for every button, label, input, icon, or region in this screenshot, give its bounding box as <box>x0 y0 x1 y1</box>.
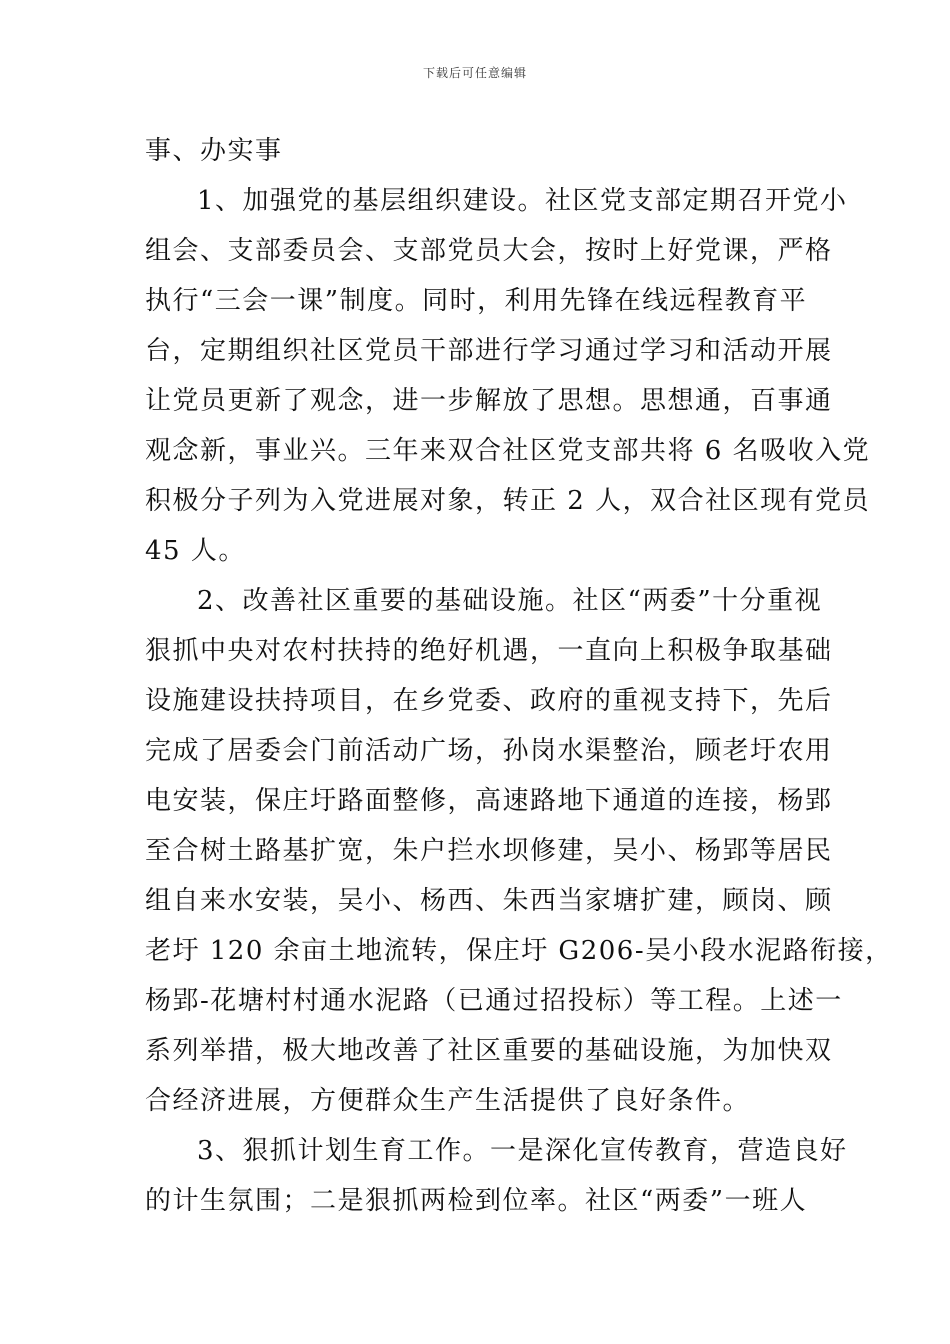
text-line: 45 人。 <box>145 536 246 566</box>
paragraph-1-start: 1、加强党的基层组织建设。社区党支部定期召开党小 <box>197 186 848 216</box>
text-line: 电安装，保庄圩路面整修，高速路地下通道的连接，杨郢 <box>145 786 833 816</box>
text-line: 事、办实事 <box>145 136 283 166</box>
text-line: 狠抓中央对农村扶持的绝好机遇，一直向上积极争取基础 <box>145 636 833 666</box>
page-header-note: 下载后可任意编辑 <box>422 66 527 80</box>
paragraph-3-start: 3、狠抓计划生育工作。一是深化宣传教育，营造良好 <box>197 1136 848 1166</box>
text-line: 至合树土路基扩宽，朱户拦水坝修建，吴小、杨郢等居民 <box>145 836 833 866</box>
document-body <box>145 126 893 1226</box>
text-line: 合经济进展，方便群众生产生活提供了良好条件。 <box>145 1086 751 1116</box>
text-line: 老圩 120 余亩土地流转，保庄圩 G206-吴小段水泥路衔接， <box>145 936 893 966</box>
text-line: 组会、支部委员会、支部党员大会，按时上好党课，严格 <box>145 236 833 266</box>
text-line: 杨郢-花塘村村通水泥路（已通过招投标）等工程。上述一 <box>145 986 843 1016</box>
text-line: 台，定期组织社区党员干部进行学习通过学习和活动开展 <box>145 336 833 366</box>
text-line: 让党员更新了观念，进一步解放了思想。思想通，百事通 <box>145 386 833 416</box>
text-line: 完成了居委会门前活动广场，孙岗水渠整治，顾老圩农用 <box>145 736 833 766</box>
text-line: 积极分子列为入党进展对象，转正 2 人，双合社区现有党员 <box>145 486 871 516</box>
paragraph-2-start: 2、改善社区重要的基础设施。社区“两委”十分重视 <box>197 586 823 616</box>
text-line: 组自来水安装，吴小、杨西、朱西当家塘扩建，顾岗、顾 <box>145 886 833 916</box>
text-line: 设施建设扶持项目，在乡党委、政府的重视支持下，先后 <box>145 686 833 716</box>
text-line: 系列举措，极大地改善了社区重要的基础设施，为加快双 <box>145 1036 833 1066</box>
text-line: 的计生氛围；二是狠抓两检到位率。社区“两委”一班人 <box>145 1186 808 1216</box>
text-line: 执行“三会一课”制度。同时，利用先锋在线远程教育平 <box>145 286 808 316</box>
text-line: 观念新，事业兴。三年来双合社区党支部共将 6 名吸收入党 <box>145 436 871 466</box>
